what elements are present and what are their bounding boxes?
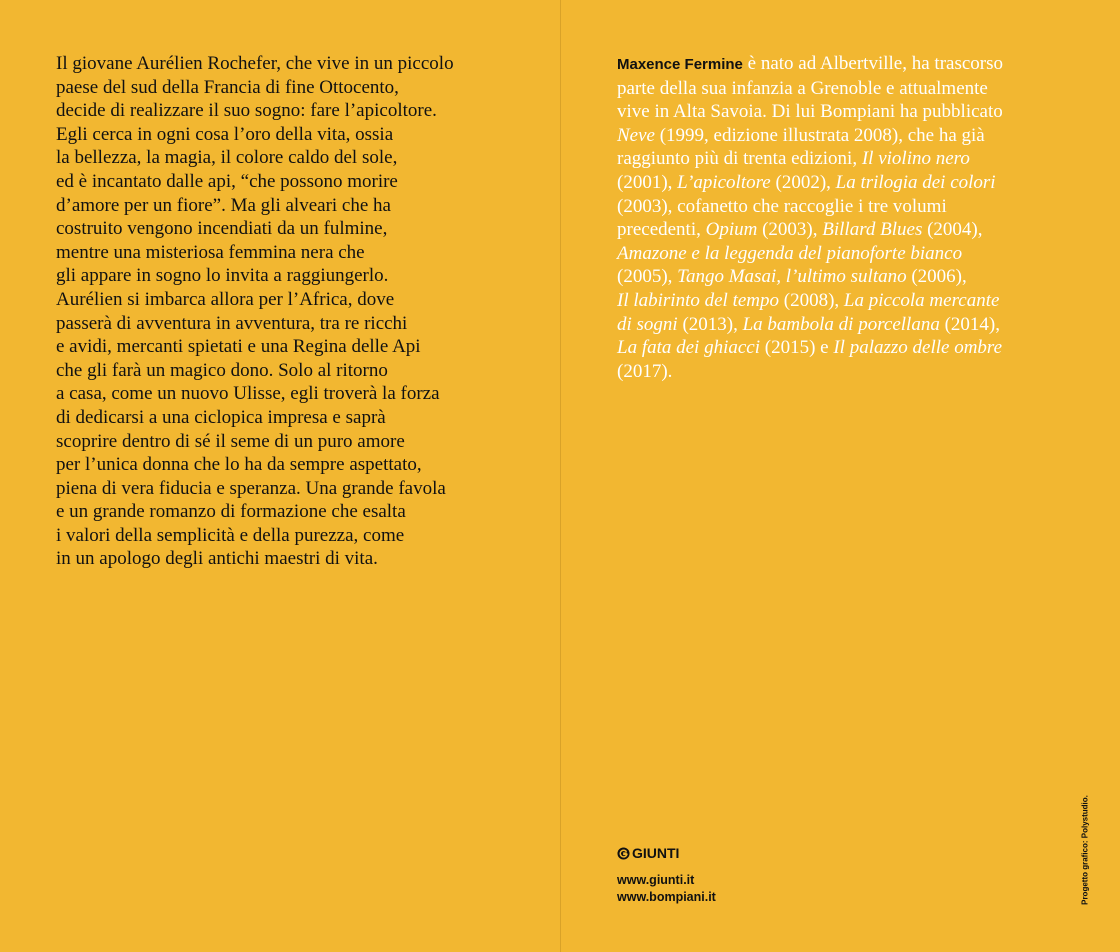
bio-line [617,265,1062,289]
synopsis-line: che gli farà un magico dono. Solo al ritorno [56,359,388,381]
book-title: La piccola mercante [843,289,1000,311]
giunti-url-link[interactable]: www.giunti.it [617,873,695,887]
bio-text: (2002), [770,171,836,193]
bio-text: (2006), [906,266,967,288]
synopsis-line: e avidi, mercanti spietati e una Regina delle Api [56,336,421,358]
synopsis-line: a casa, come un nuovo Ulisse, egli troverà la forza [56,383,440,405]
bio-text: (2008), [779,289,844,311]
bio-text: (2001), [617,171,678,193]
synopsis-line: d’amore per un fiore”. Ma gli alveari che ha [56,194,391,216]
synopsis-line: scoprire dentro di sé il seme di un puro amore [56,430,405,452]
synopsis-line: e un grande romanzo di formazione che esalta [56,501,406,523]
bio-text: (2014), [939,313,1000,335]
book-title: Il palazzo delle ombre [833,337,1003,359]
synopsis-line: costruito vengono incendiati da un fulmine, [56,218,388,240]
synopsis-line: paese del sud della Francia di fine Ottocento, [56,76,399,98]
synopsis-line: piena di vera fiducia e speranza. Una grande favola [56,477,446,499]
bio-line [617,336,1062,360]
synopsis-line: Il giovane Aurélien Rochefer, che vive in un piccolo [56,53,454,74]
synopsis-line: Egli cerca in ogni cosa l’oro della vita, ossia [56,123,394,145]
bio-line [617,313,1062,337]
book-title: Amazone e la leggenda del pianoforte bianco [617,242,963,264]
spine-divider [560,0,561,952]
bio-line [617,147,1062,171]
synopsis-line: gli appare in sogno lo invita a raggiungerlo. [56,265,389,287]
synopsis-line: mentre una misteriosa femmina nera che [56,241,365,263]
book-title: La bambola di porcellana [742,313,940,335]
book-title: Il violino nero [861,148,970,170]
bio-line [617,289,1062,313]
bio-line [617,124,1062,148]
giunti-g-icon [617,847,630,860]
synopsis-line: per l’unica donna che lo ha da sempre aspettato, [56,454,422,476]
book-title: Tango Masai, l’ultimo sultano [677,266,907,288]
bio-text: (2004), [922,219,983,241]
bio-text: (2005), [617,266,678,288]
book-title: Billard Blues [822,219,923,241]
synopsis-line: passerà di avventura in avventura, tra re ricchi [56,312,408,334]
design-credit [1080,795,1090,905]
book-title: La trilogia dei colori [835,171,996,193]
synopsis-line: ed è incantato dalle api, “che possono morire [56,170,398,192]
bio-line: vive in Alta Savoia. Di lui Bompiani ha pubblicato [617,101,1003,123]
bio-line [617,52,1062,77]
bio-line: parte della sua infanzia a Grenoble e attualmente [617,77,988,99]
bio-line: (2003), cofanetto che raccoglie i tre volumi [617,195,947,217]
synopsis-line: i valori della semplicità e della purezza, come [56,524,405,546]
logo-text: GIUNTI [632,845,680,861]
bio-text: è nato ad Albertville, ha trascorso [742,53,1003,74]
design-credit-text: Progetto grafico: Polystudio. [1080,795,1090,905]
bio-text: (2003), [757,219,823,241]
book-title: L’apicoltore [677,171,771,193]
bio-text: precedenti, [617,219,706,241]
bio-text: (2015) e [760,337,834,359]
bio-text: (1999, edizione illustrata 2008), che ha già [654,124,985,146]
book-title: La fata dei ghiacci [617,337,761,359]
book-title: Opium [705,219,758,241]
bio-line [617,218,1062,242]
synopsis-text [56,52,526,571]
book-title: Neve [617,124,655,146]
synopsis-line: decide di realizzare il suo sogno: fare l’apicoltore. [56,100,437,122]
bompiani-url-link[interactable]: www.bompiani.it [617,889,716,904]
bio-text: raggiunto più di trenta edizioni, [617,148,862,170]
synopsis-line: in un apologo degli antichi maestri di vita. [56,548,378,570]
synopsis-line: di dedicarsi a una ciclopica impresa e saprà [56,406,386,428]
synopsis-line: Aurélien si imbarca allora per l’Africa, dove [56,288,395,310]
bio-text: (2013), [677,313,743,335]
bio-line [617,171,1062,195]
author-bio [617,52,1062,383]
bio-line: (2017). [617,360,673,382]
synopsis-line: la bellezza, la magia, il colore caldo del sole, [56,147,398,169]
book-title: di sogni [617,313,678,335]
author-name: Maxence Fermine [617,56,743,73]
publisher-urls [617,872,716,905]
book-title: Il labirinto del tempo [617,289,780,311]
publisher-block [617,845,716,905]
giunti-logo [617,845,716,861]
